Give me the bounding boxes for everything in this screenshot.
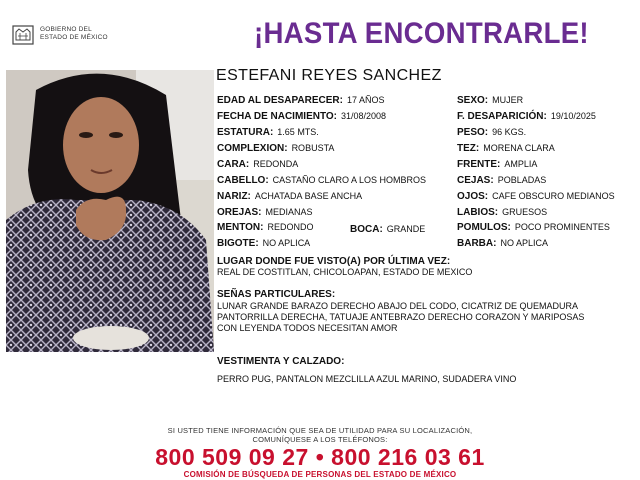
person-name: ESTEFANI REYES SANCHEZ xyxy=(216,67,442,84)
field-desaparicion xyxy=(457,111,596,122)
value-estatura: 1.65 MTS. xyxy=(277,127,319,137)
label-tez: TEZ: xyxy=(457,143,480,154)
phone-separator: • xyxy=(315,444,325,470)
government-logo xyxy=(10,22,120,48)
value-sexo: MUJER xyxy=(492,95,524,105)
value-bigote: NO APLICA xyxy=(262,238,311,248)
label-labios: LABIOS: xyxy=(457,207,499,218)
value-nacimiento: 31/08/2008 xyxy=(341,111,387,121)
field-complexion xyxy=(217,143,334,154)
value-peso: 96 KGS. xyxy=(492,127,527,137)
footer-note-line-1: SI USTED TIENE INFORMACIÓN QUE SEA DE UTILIDAD PARA SU LOCALIZACIÓN, xyxy=(167,426,473,435)
clothing-value: PERRO PUG, PANTALON MEZCLILLA AZUL MARINO, SUDADERA VINO xyxy=(217,374,517,384)
field-menton xyxy=(217,222,314,233)
field-estatura xyxy=(217,127,319,138)
logo-line-1: GOBIERNO DEL xyxy=(40,26,92,33)
label-nacimiento: FECHA DE NACIMIENTO: xyxy=(217,111,337,122)
field-frente xyxy=(457,159,537,170)
label-barba: BARBA: xyxy=(457,238,497,249)
value-tez: MORENA CLARA xyxy=(483,143,555,153)
value-ojos: CAFE OBSCURO MEDIANOS xyxy=(492,191,615,201)
field-pomulos xyxy=(457,222,610,233)
value-menton: REDONDO xyxy=(267,222,314,232)
field-nacimiento xyxy=(217,111,386,122)
label-peso: PESO: xyxy=(457,127,489,138)
label-pomulos: POMULOS: xyxy=(457,222,511,233)
label-ojos: OJOS: xyxy=(457,191,489,202)
label-cara: CARA: xyxy=(217,159,250,170)
logo-line-2: ESTADO DE MÉXICO xyxy=(40,34,108,41)
value-cabello: CASTAÑO CLARO A LOS HOMBROS xyxy=(272,175,427,185)
phone-numbers xyxy=(0,444,640,471)
label-cabello: CABELLO: xyxy=(217,175,269,186)
label-menton: MENTON: xyxy=(217,222,264,233)
footer-note-line-2: COMUNÍQUESE A LOS TELÉFONOS: xyxy=(252,435,388,444)
field-edad xyxy=(217,95,384,106)
value-pomulos: POCO PROMINENTES xyxy=(514,222,610,232)
value-nariz: ACHATADA BASE ANCHA xyxy=(254,191,363,201)
field-boca xyxy=(350,224,425,235)
value-labios: GRUESOS xyxy=(502,207,548,217)
phone-number-1[interactable]: 800 509 09 27 xyxy=(155,444,309,470)
label-desaparicion: F. DESAPARICIÓN: xyxy=(457,111,547,122)
label-orejas: OREJAS: xyxy=(217,207,262,218)
last-seen-label: LUGAR DONDE FUE VISTO(A) POR ÚLTIMA VEZ: xyxy=(217,256,451,267)
label-frente: FRENTE: xyxy=(457,159,501,170)
marks-line-1: LUNAR GRANDE BARAZO DERECHO ABAJO DEL CODO, CICATRIZ DE QUEMADURA xyxy=(217,301,579,311)
field-nariz xyxy=(217,191,362,202)
label-cejas: CEJAS: xyxy=(457,175,494,186)
field-bigote xyxy=(217,238,310,249)
headline: ¡HASTA ENCONTRARLE! xyxy=(254,17,589,50)
field-labios xyxy=(457,207,547,218)
label-boca: BOCA: xyxy=(350,224,383,235)
value-frente: AMPLIA xyxy=(504,159,538,169)
field-cabello xyxy=(217,175,426,186)
person-photo xyxy=(6,70,214,352)
last-seen-value: REAL DE COSTITLAN, CHICOLOAPAN, ESTADO DE MEXICO xyxy=(217,267,473,277)
value-desaparicion: 19/10/2025 xyxy=(550,111,596,121)
field-sexo xyxy=(457,95,523,106)
field-peso xyxy=(457,127,526,138)
label-complexion: COMPLEXION: xyxy=(217,143,288,154)
field-barba xyxy=(457,238,548,249)
value-barba: NO APLICA xyxy=(500,238,548,248)
marks-label: SEÑAS PARTICULARES: xyxy=(217,289,336,300)
logo-text xyxy=(40,26,108,42)
label-edad: EDAD AL DESAPARECER: xyxy=(217,95,343,106)
marks-line-3: CON LEYENDA TODOS NECESITAN AMOR xyxy=(217,323,398,333)
field-cejas xyxy=(457,175,546,186)
label-bigote: BIGOTE: xyxy=(217,238,259,249)
marks-line-2: PANTORRILLA DERECHA, TATUAJE ANTEBRAZO DERECHO CORAZON Y MARIPOSAS xyxy=(217,312,585,322)
label-estatura: ESTATURA: xyxy=(217,127,274,138)
value-edad: 17 AÑOS xyxy=(346,95,385,105)
value-boca: GRANDE xyxy=(386,224,426,234)
value-complexion: ROBUSTA xyxy=(291,143,335,153)
field-tez xyxy=(457,143,555,154)
field-orejas xyxy=(217,207,312,218)
clothing-label: VESTIMENTA Y CALZADO: xyxy=(217,356,345,367)
field-ojos xyxy=(457,191,615,202)
value-cara: REDONDA xyxy=(253,159,299,169)
state-emblem-icon xyxy=(10,22,36,48)
field-cara xyxy=(217,159,298,170)
label-sexo: SEXO: xyxy=(457,95,489,106)
value-orejas: MEDIANAS xyxy=(265,207,313,217)
value-cejas: POBLADAS xyxy=(497,175,547,185)
label-nariz: NARIZ: xyxy=(217,191,251,202)
commission-name: COMISIÓN DE BÚSQUEDA DE PERSONAS DEL ESTADO DE MÉXICO xyxy=(183,470,457,479)
phone-number-2[interactable]: 800 216 03 61 xyxy=(331,444,485,470)
